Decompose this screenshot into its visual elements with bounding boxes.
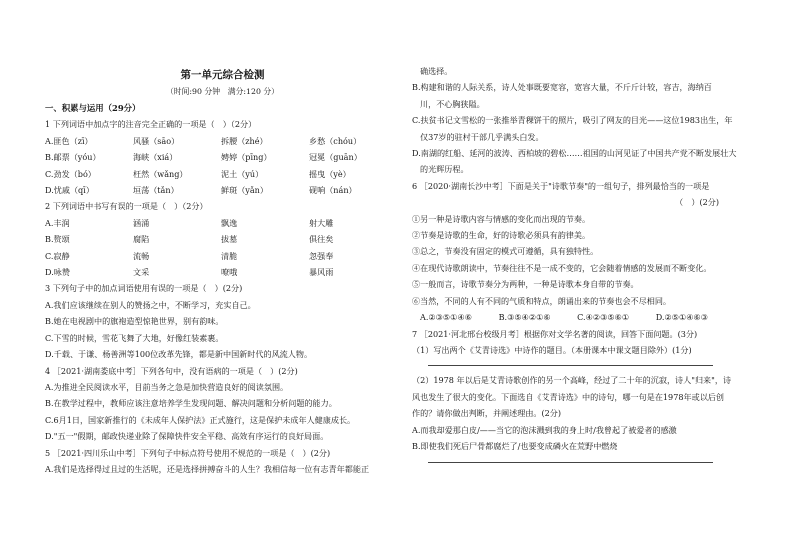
right-column xyxy=(412,63,757,463)
option-cell: 砚响（nán） xyxy=(309,185,357,196)
question-5-continued: 确选择。 xyxy=(420,66,453,76)
question-3-stem: 3 下列句子中的加点词语使用有误的一项是（ ）(2分) xyxy=(45,283,243,294)
option-cell: 鲜斑（yǎn） xyxy=(221,185,268,196)
question-2-options-c xyxy=(45,248,400,264)
section-heading: 一、积累与运用（29分） xyxy=(45,103,141,113)
question-5-option: D.南湖的红船、延河的波涛、西柏坡的碧松……祖国的山河见证了中国共产党不断发展壮大 xyxy=(412,148,737,159)
left-column xyxy=(45,100,400,477)
question-2-options-d xyxy=(45,264,400,280)
option-cell: 海峡（xiá） xyxy=(133,152,178,163)
question-1-stem: 1 下列词语中加点字的注音完全正确的一项是（ ）（2分） xyxy=(45,119,257,130)
option-cell: 拔墓 xyxy=(221,234,238,245)
option-cell: A.匪色（zī） xyxy=(45,135,93,146)
question-7-option-b: B.即使我们死后尸骨都腐烂了/也要变成磷火在荒野中燃烧 xyxy=(412,440,618,451)
option-cell: 泥土（yú） xyxy=(221,168,264,179)
option-cell: 枉然（wǎng） xyxy=(133,168,188,179)
option-cell: B.赘颂 xyxy=(45,234,70,245)
option-cell: 风骚（sāo） xyxy=(133,135,180,146)
option-cell: B.邮票（yóu） xyxy=(45,152,101,163)
question-1-options-c xyxy=(45,166,400,182)
question-3-option: C.下雪的时候，雪花飞舞了大地，好像红装素裹。 xyxy=(45,332,224,343)
option-cell: 俱往矣 xyxy=(309,234,334,245)
question-7-stem: 7 ［2021·河北邢台校级月考］根据你对文学名著的阅读，回答下面问题。(3分) xyxy=(412,328,698,339)
answer-line xyxy=(428,365,713,366)
question-6-options xyxy=(412,309,757,325)
question-2-options-b xyxy=(45,231,400,247)
question-6-sentence: ③总之，节奏没有固定的模式可遵循，具有独特性。 xyxy=(412,246,599,257)
question-1-options-b xyxy=(45,149,400,165)
option-cell: 嘹哦 xyxy=(221,267,238,278)
option-cell: 拆腰（zhé） xyxy=(221,135,268,146)
option-cell: 乡愁（chóu） xyxy=(309,135,362,146)
option-cell: A.丰润 xyxy=(45,217,70,228)
question-5-option: 川，不心胸狭隘。 xyxy=(420,98,485,109)
question-6-sentence: ①另一种是诗歌内容与情感的变化而出现的节奏。 xyxy=(412,213,591,224)
option-cell: D.②⑤①④⑥③ xyxy=(655,312,709,323)
option-cell: C.④②③⑤⑥① xyxy=(577,312,630,323)
question-1-options-d xyxy=(45,182,400,198)
question-6-sentence: ⑥当然，不同的人有不同的气质和特点，朗诵出来的节奏也会不尽相同。 xyxy=(412,295,672,306)
question-7-sub2: 风也发生了很大的变化。下面选自《艾青诗选》中的诗句，哪一句是在1978年或以后创 xyxy=(412,391,724,402)
question-2-stem: 2 下列词语中书写有误的一项是（ ）（2分） xyxy=(45,201,208,212)
question-1-options-a xyxy=(45,133,400,149)
option-cell: 流畅 xyxy=(133,250,150,261)
option-cell: C.劲发（bó） xyxy=(45,168,96,179)
option-cell: 涵涌 xyxy=(133,217,150,228)
option-cell: A.②③⑤①④⑥ xyxy=(420,312,472,323)
option-cell: 冠冕（guān） xyxy=(309,152,362,163)
question-3-option: A.我们应该继续在别人的赞扬之中，不断学习，充实自己。 xyxy=(45,299,256,310)
question-5-option: C.扶贫书记文雪松的一张推举青稞饼干的照片，吸引了网友的目光——这位1983出生，年 xyxy=(412,115,733,126)
question-5-option: 的光辉历程。 xyxy=(420,164,469,175)
question-4-option: D."五一"假期，邮政快递业除了保障快件安全平稳、高效有序运行的良好局面。 xyxy=(45,431,329,442)
question-4-option: A.为推进全民阅读水平，目前当务之急是加快营造良好的阅读氛围。 xyxy=(45,381,289,392)
answer-line xyxy=(428,462,713,463)
question-4-option: B.在教学过程中，教师应该注意培养学生发现问题、解决问题和分析问题的能力。 xyxy=(45,398,337,409)
question-5-option: B.构建和谐的人际关系，诗人处事既要宽容，宽容大量，不斤斤计较，容吉，海纳百 xyxy=(412,82,712,93)
option-cell: D.咏赞 xyxy=(45,267,70,278)
question-6-stem: 6 ［2020·湖南长沙中考］下面是关于"诗歌节奏"的一组句子，排列最恰当的一项是 xyxy=(412,180,710,191)
option-cell: 飘逸 xyxy=(221,217,238,228)
question-7-option-a: A.而我却爱那白皮/——当它的泡沫溅到我的身上时/我曾起了被爱者的感激 xyxy=(412,424,677,435)
option-cell: 射大雕 xyxy=(309,217,334,228)
question-6-sentence: ④在现代诗歌朗读中，节奏往往不是一成不变的，它会随着情感的发展而不断变化。 xyxy=(412,262,712,273)
option-cell: 忽强奉 xyxy=(309,250,334,261)
option-cell: B.③⑤④②①⑥ xyxy=(498,312,551,323)
question-4-option: C.6月1日，国家新推行的《未成年人保护法》正式施行，这是保护未成年人健康成长。 xyxy=(45,414,356,425)
option-cell: 文采 xyxy=(133,267,150,278)
question-7-sub2: （2）1978 年以后是艾青诗歌创作的另一个高峰，经过了二十年的沉寂，诗人"归来"，诗 xyxy=(412,375,732,386)
option-cell: 垣荡（tǎn） xyxy=(133,185,179,196)
question-6-sentence: ②节奏是诗歌的生命，好的诗歌必须具有韵律美。 xyxy=(412,230,591,241)
option-cell: 摇曳（yè） xyxy=(309,168,351,179)
question-3-option: D.千载、于谦、杨善洲等100位改革先锋，都是新中国新时代的风流人物。 xyxy=(45,349,313,360)
question-5-option: A.我们是选择得过且过的生活呢，还是选择拼搏奋斗的人生？我相信每一位有志青年都能正 xyxy=(45,463,370,474)
question-5-stem: 5 ［2021·四川乐山中考］下列句子中标点符号使用不规范的一项是（ ）(2分) xyxy=(45,447,331,458)
question-3-option: B.她在电视剧中的旗袍造型惊艳世界，别有韵味。 xyxy=(45,316,224,327)
option-cell: 娉婷（pīng） xyxy=(221,152,272,163)
exam-meta: （时间:90 分钟 满分:120 分） xyxy=(166,87,279,96)
option-cell: 清脆 xyxy=(221,250,238,261)
page-title: 第一单元综合检测 xyxy=(180,69,265,81)
option-cell: C.寂静 xyxy=(45,250,70,261)
question-4-stem: 4 ［2021·湖南娄底中考］下列各句中，没有语病的一项是（ ）(2分) xyxy=(45,365,298,376)
question-7-sub2: 作的？请你做出判断，并阐述理由。(2分) xyxy=(412,408,562,419)
option-cell: 暴风雨 xyxy=(309,267,334,278)
option-cell: D.忧戚（qī） xyxy=(45,185,94,196)
question-5-option: 仅37岁的驻村干部几乎满头白发。 xyxy=(420,131,544,142)
question-2-options-a xyxy=(45,215,400,231)
question-6-score: （ ）(2分) xyxy=(675,197,719,208)
option-cell: 腐陷 xyxy=(133,234,150,245)
question-7-sub1: （1）写出两个《艾青诗选》中诗作的题目。（本册课本中课文题目除外）(1分) xyxy=(412,344,692,355)
question-6-sentence: ⑤一般而言，诗歌节奏分为两种，一种是诗歌本身自带的节奏。 xyxy=(412,279,639,290)
